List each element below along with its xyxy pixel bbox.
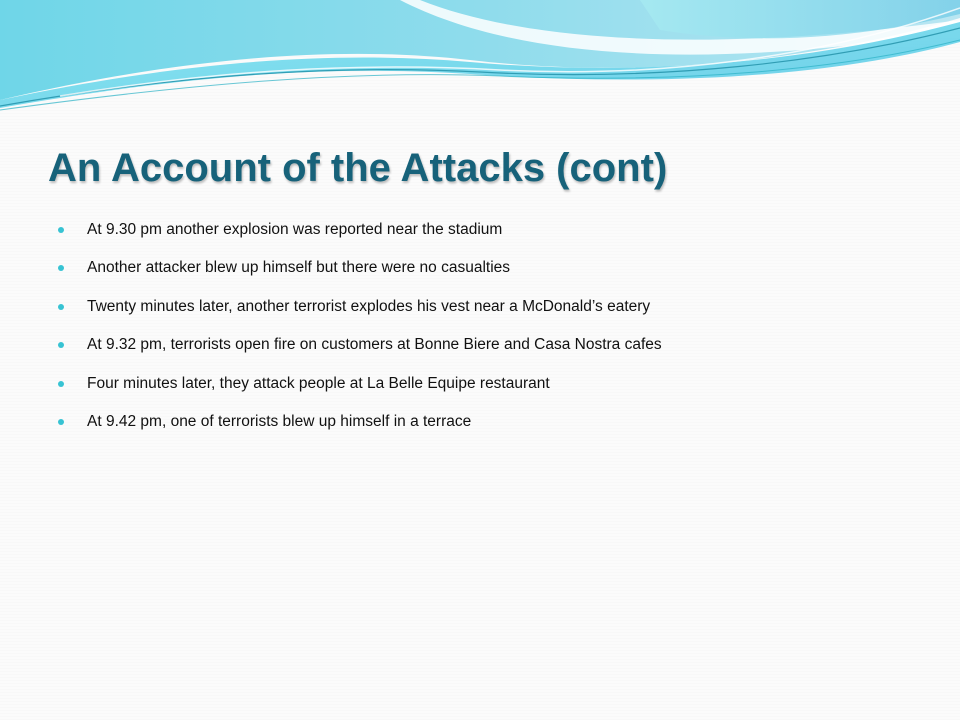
bullet-text: Another attacker blew up himself but there were no casualties — [87, 259, 511, 277]
list-item — [58, 412, 662, 450]
list-item — [58, 220, 662, 258]
bullet-dot-icon — [58, 342, 64, 348]
bullet-text: At 9.30 pm another explosion was reported near the stadium — [87, 221, 503, 238]
slide-title: An Account of the Attacks (cont) — [48, 146, 668, 190]
bullet-text: Four minutes later, they attack people at La Belle Equipe restaurant — [87, 374, 550, 392]
header-wave-decoration — [0, 0, 960, 115]
bullet-dot-icon — [58, 419, 64, 425]
list-item — [58, 297, 662, 335]
bullet-dot-icon — [58, 304, 64, 310]
list-item — [58, 258, 662, 296]
bullet-text: Twenty minutes later, another terrorist explodes his vest near a McDonald’s eatery — [87, 297, 651, 315]
bullet-dot-icon — [58, 227, 64, 233]
bullet-list — [58, 220, 662, 450]
bullet-dot-icon — [58, 381, 64, 387]
list-item — [58, 335, 662, 373]
list-item — [58, 374, 662, 412]
bullet-text: At 9.32 pm, terrorists open fire on customers at Bonne Biere and Casa Nostra cafes — [87, 336, 662, 354]
bullet-text: At 9.42 pm, one of terrorists blew up himself in a terrace — [87, 412, 472, 430]
bullet-dot-icon — [58, 265, 64, 271]
